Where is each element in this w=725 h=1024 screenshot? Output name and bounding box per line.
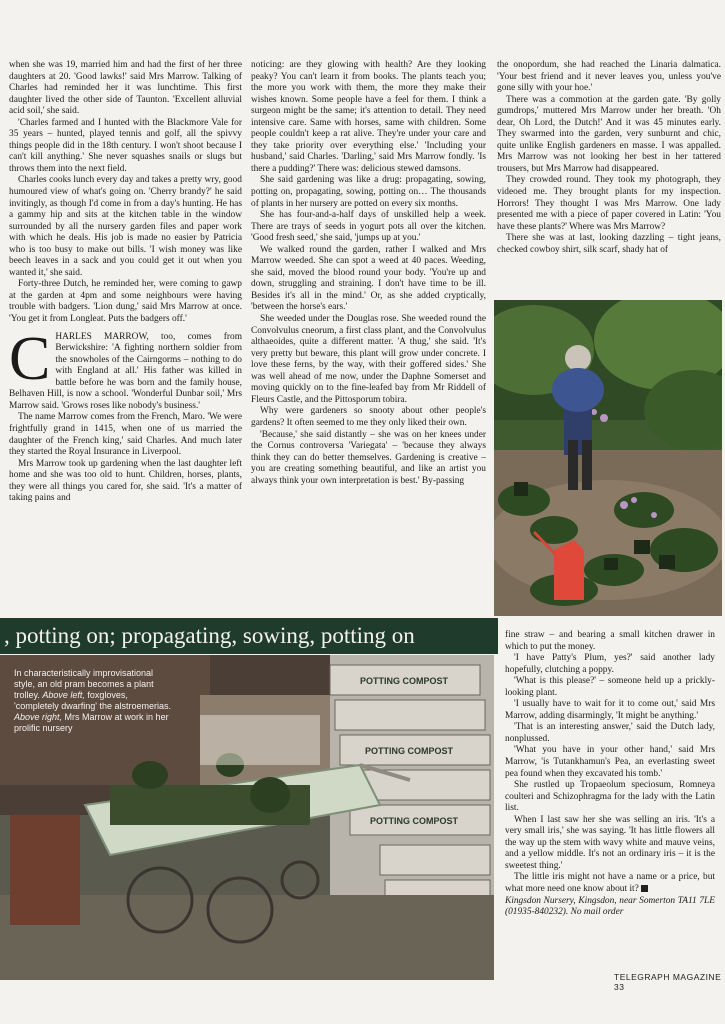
compost-bag-label: POTTING COMPOST <box>365 746 454 756</box>
paragraph: 'That is an interesting answer,' said the Dutch lady, nonplussed. <box>505 722 715 744</box>
paragraph-text: The little iris might not have a name or a price, but what more need one know about it? <box>505 872 715 895</box>
paragraph: She has four-and-a-half days of unskilled help a week. There are trays of seeds in yogurt pots all over the kitchen. 'Good fresh seed,' she said, 'jumps up at you.' <box>251 210 486 244</box>
paragraph: She weeded under the Douglas rose. She weeded round the Convolvulus cneorum, a first class plant, and the Convolvulus althaeoides, quite a different matter. 'A thug,' she said. 'It's very pretty but beware, this plant will grow under concrete. I love these ferns, by the way, with their goffered sides.' She was well ahead of me now, under the Daphne Somerset and moving quickly on to the fine-leafed bay from Mr Riddell of Fleurs Castle, and the Pittosporum tobira. <box>251 314 486 405</box>
paragraph-dropcap <box>9 324 242 413</box>
photo-caption <box>14 668 174 734</box>
caption-direction: Above right, <box>14 712 63 722</box>
photo-mrs-marrow-nursery <box>494 300 722 616</box>
text-column-1 <box>9 60 242 612</box>
caption-text: Mrs Marrow at work in her prolific nursery <box>14 712 169 733</box>
paragraph: There was a commotion at the garden gate. 'By golly gumdrops,' muttered Mrs Marrow under her breath. 'Oh dear, Oh Lord, the Dutch!' And it was 45 minutes early. They swarmed into the garden, very sunburnt and chic, quite unlike English gardeners en masse. I was appalled. Mrs Marrow was not looking her best in her tattered trousers, but Mrs Marrow had disappeared. <box>497 94 721 174</box>
paragraph: She said gardening was like a drug: propagating, sowing, potting on, propagating, sowing, potting on… The thousands of plants in her nursery are potted on every six months. <box>251 175 486 209</box>
paragraph: when she was 19, married him and had the first of her three daughters at 20. 'Good lawks!' said Mrs Marrow. Talking of Charles had reminded her it was lunchtime. This first daughter lived the other side of Taunton. 'Excellent alluvial acid soil,' she said. <box>9 60 242 117</box>
paragraph: the onopordum, she had reached the Linaria dalmatica. 'Your best friend and it never leaves you, unless you've gone silly with your hoe.' <box>497 60 721 94</box>
paragraph: 'Charles farmed and I hunted with the Blackmore Vale for 35 years – hunted, played tennis and golf, all the spivvy things people did in the 18th century. I won't shoot because I can't kill anything.' She never squashes snails or slugs but throws them into the next field. <box>9 117 242 174</box>
end-mark-icon <box>641 885 648 892</box>
paragraph: When I last saw her she was selling an iris. 'It's a very small iris,' she was saying. 'It has little flowers all the way up the stem with wavy white and mauve veins, and a yellow middle. It's not an ordinary iris – it is the sweetest thing.' <box>505 814 715 871</box>
paragraph: 'I have Patty's Plum, yes?' said another lady hopefully, clutching a poppy. <box>505 653 715 675</box>
drop-cap: C <box>9 324 51 393</box>
paragraph: Mrs Marrow took up gardening when the last daughter left home and she was too old to hunt. Children, horses, plants, they were all things you cared for, she said. 'It's a matter of taking pains and <box>9 458 242 504</box>
text-column-4 <box>505 630 715 965</box>
page-footer: TELEGRAPH MAGAZINE 33 <box>614 972 722 992</box>
nursery-address: Kingsdon Nursery, Kingsdon, near Somerton TA11 7LE (01935-840232). No mail order <box>505 895 715 918</box>
paragraph: fine straw – and bearing a small kitchen drawer in which to put the money. <box>505 630 715 652</box>
caption-direction: Above left, <box>42 690 85 700</box>
paragraph: They crowded round. They took my photograph, they videoed me. They brought plants for my inspection. Horrors! They thought I was Mrs Marrow. One lady presented me with a piece of paper covered in Latin: 'You have these plants?' Where was Mrs Marrow? <box>497 175 721 232</box>
paragraph: 'Because,' she said distantly – she was on her knees under the Cornus controversa 'Variegata' – 'because they always think they can do better themselves. Gardening is creative – you are creating something beautiful, and like an artist you always think your own interpretation is best.' By-passing <box>251 429 486 486</box>
text-column-3 <box>497 60 721 292</box>
caption-text: In characteristically improvisational style, an old pram becomes a plant trolley. <box>14 668 154 700</box>
compost-bag-label: POTTING COMPOST <box>360 676 449 686</box>
caption-text: foxgloves, 'completely dwarfing' the alstroemerias. <box>14 690 172 711</box>
compost-bag-label: POTTING COMPOST <box>370 816 459 826</box>
pull-quote-banner: , potting on; propagating, sowing, potting on <box>0 618 498 654</box>
paragraph: Forty-three Dutch, he reminded her, were coming to gawp at the garden at 4pm and some neighbours were having trouble with badgers. 'Lion dung,' said Mrs Marrow at once. 'You get it from Longleat. Puts the badgers off.' <box>9 279 242 325</box>
paragraph: 'What is this please?' – someone held up a prickly-looking plant. <box>505 676 715 698</box>
paragraph: There she was at last, looking dazzling – tight jeans, checked cowboy shirt, silk scarf, shady hat of <box>497 233 721 255</box>
paragraph-text: HARLES MARROW, too, comes from Berwickshire: 'A fighting northern soldier from the snowholes of the Cairngorms – nothing to do with England at all.' His father was killed in battle before he was born and the family house, Belhaven Hill, is now a school. 'Wonderful Dunbar soil,' Mrs Marrow said. 'Grows roses like nobody's business.' <box>9 331 242 411</box>
paragraph: 'I usually have to wait for it to come out,' said Mrs Marrow, adding disarmingly, 'It might be anything.' <box>505 699 715 721</box>
paragraph: noticing: are they glowing with health? Are they looking peaky? You can't learn it from books. The plants teach you; the more you work with them, the more they make their wishes known. Some people have a feel for them. I think a surgeon might be the same; it's attention to detail. They need intensive care. Same with horses, same with children. Some people couldn't keep a rat alive. They're under your care and they take priority over everything else.' 'Including your husband,' said Charles. 'Darling,' said Mrs Marrow fondly. 'Is there a pudding?' There was: delicious stewed damsons. <box>251 60 486 174</box>
text-column-2 <box>251 60 486 612</box>
paragraph: 'What you have in your other hand,' said Mrs Marrow, 'is Tutankhamun's Pea, an everlasting sweet pea found when they excavated his tomb.' <box>505 745 715 779</box>
paragraph <box>505 872 715 895</box>
paragraph: Why were gardeners so snooty about other people's gardens? It often seemed to me they only liked their own. <box>251 406 486 428</box>
paragraph: The name Marrow comes from the French, Maro. 'We were frightfully grand in 1415, when one of us married the daughter of the French king,' said Charles. And much later they started the Royal Insurance in Liverpool. <box>9 412 242 458</box>
paragraph: We walked round the garden, rather I walked and Mrs Marrow weeded. She can spot a weed at 40 paces. Weeding, she said, moved the blood round your body. 'You're up and down, struggling and straining. I don't have time to be ill. Besides it's all in the mind.' Or, as she added cryptically, 'between the horse's ears.' <box>251 244 486 313</box>
paragraph: Charles cooks lunch every day and takes a pretty wry, good humoured view of what's going on. 'Cherry brandy?' he said invitingly, as though I'd come in from a day's hunting. He has a gammy hip and sits at the kitchen table in the window surrounded by all the nursery garden files and paper work with which he deals. His job is made no easier by Patricia who is too busy to make out bills. 'I wish money was like beech leaves in a sack and you could get it out when you wanted it,' she said. <box>9 175 242 278</box>
paragraph: She rustled up Tropaeolum speciosum, Romneya coulteri and Schizophragma for the lady with the Latin list. <box>505 780 715 814</box>
